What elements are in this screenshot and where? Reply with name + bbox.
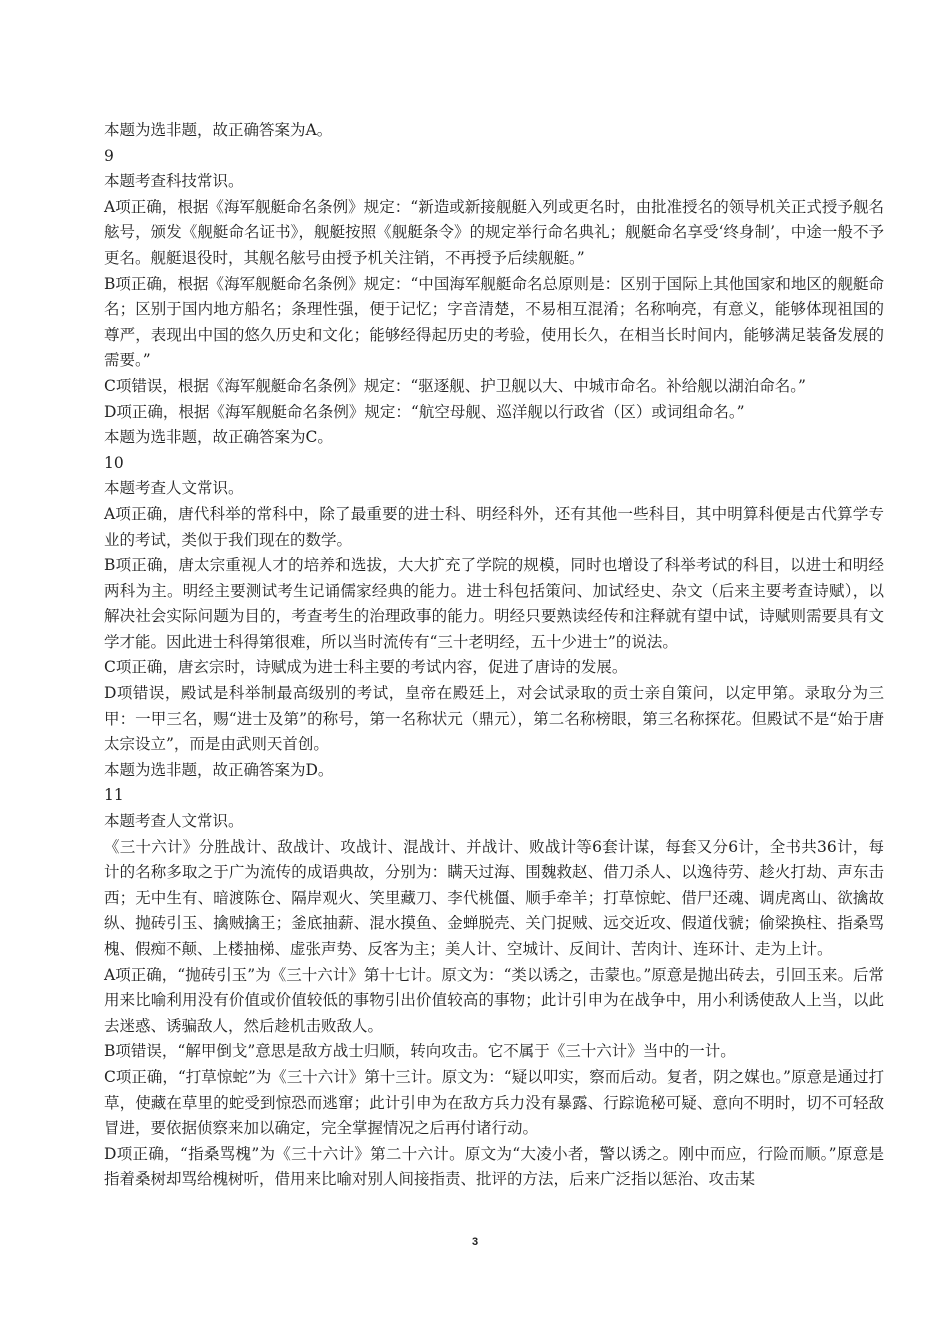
background-paragraph: 《三十六计》分胜战计、敌战计、攻战计、混战计、并战计、败战计等6套计谋，每套又分6计，全书共36计，每计的名称多取之于广为流传的成语典故，分别为：瞒天过海、围魏救赵、借刀杀人、以逸待劳、趁火打劫、声东击西；无中生有、暗渡陈仓、隔岸观火、笑里藏刀、李代桃僵、顺手牵羊；打草惊蛇、借尸还魂、调虎离山、欲擒故纵、抛砖引玉、擒贼擒王；釜底抽薪、混水摸鱼、金蝉脱壳、关门捉贼、远交近攻、假道伐虢；偷梁换柱、指桑骂槐、假痴不颠、上楼抽梯、虚张声势、反客为主；美人计、空城计、反间计、苦肉计、连环计、走为上计。 — [104, 837, 884, 958]
option-explanation: D项正确，“指桑骂槐”为《三十六计》第二十六计。原文为“大凌小者，警以诱之。刚中而应，行险而顺。”原意是指着桑树却骂给槐树听，借用来比喻对别人间接指责、批评的方法，后来广泛指以惩治、攻击某 — [104, 1144, 884, 1189]
option-explanation: C项正确，“打草惊蛇”为《三十六计》第十三计。原文为：“疑以叩实，察而后动。复者，阴之媒也。”原意是通过打草，使藏在草里的蛇受到惊恐而逃窜；此计引申为在敌方兵力没有暴露、行踪诡秘可疑、意向不明时，切不可轻敌冒进，要依据侦察来加以确定，完全掌握情况之后再付诸行动。 — [104, 1067, 884, 1138]
option-explanation: D项正确，根据《海军舰艇命名条例》规定：“航空母舰、巡洋舰以行政省（区）或词组命名。” — [104, 402, 745, 421]
option-explanation: A项正确，唐代科举的常科中，除了最重要的进士科、明经科外，还有其他一些科目，其中明算科便是古代算学专业的考试，类似于我们现在的数学。 — [104, 504, 884, 549]
option-explanation: C项错误，根据《海军舰艇命名条例》规定：“驱逐舰、护卫舰以大、中城市命名。补给舰以湖泊命名。” — [104, 376, 806, 395]
option-explanation: C项正确，唐玄宗时，诗赋成为进士科主要的考试内容，促进了唐诗的发展。 — [104, 658, 628, 677]
topic-line: 本题考查人文常识。 — [104, 479, 244, 498]
option-explanation: D项错误，殿试是科举制最高级别的考试，皇帝在殿廷上，对会试录取的贡士亲自策问，以定甲第。录取分为三甲：一甲三名，赐“进士及第”的称号，第一名称状元（鼎元），第二名称榜眼，第三名称探花。但殿试不是“始于唐太宗设立”，而是由武则天首创。 — [104, 684, 884, 754]
topic-line: 本题考查人文常识。 — [104, 812, 244, 831]
answer-line: 本题为选非题，故正确答案为A。 — [104, 121, 333, 139]
option-explanation: B项错误，“解甲倒戈”意思是敌方战士归顺，转向攻击。它不属于《三十六计》当中的一计。 — [104, 1042, 736, 1061]
question-number: 9 — [104, 146, 114, 165]
question-number: 10 — [104, 453, 124, 472]
page-number: 3 — [471, 1236, 479, 1248]
topic-line: 本题考查科技常识。 — [104, 172, 244, 191]
option-explanation: B项正确，根据《海军舰艇命名条例》规定：“中国海军舰艇命名总原则是：区别于国际上其他国家和地区的舰艇命名；区别于国内地方船名；条理性强，便于记忆；字音清楚，不易相互混淆；名称响亮，有意义，能够体现祖国的尊严，表现出中国的悠久历史和文化；能够经得起历史的考验，使用长久，在相当长时间内，能够满足装备发展的需要。” — [104, 274, 884, 370]
option-explanation: B项正确，唐太宗重视人才的培养和选拔，大大扩充了学院的规模，同时也增设了科举考试的科目，以进士和明经两科为主。明经主要测试考生记诵儒家经典的能力。进士科包括策问、加试经史、杂文（后来主要考查诗赋），以解决社会实际问题为目的，考查考生的治理政事的能力。明经只要熟读经传和注释就有望中试，诗赋则需要具有文学才能。因此进士科得第很难，所以当时流传有“三十老明经，五十少进士”的说法。 — [104, 556, 884, 651]
option-explanation: A项正确，“抛砖引玉”为《三十六计》第十七计。原文为：“类以诱之，击蒙也。”原意是抛出砖去，引回玉来。后常用来比喻利用没有价值或价值较低的事物引出价值较高的事物；此计引申为在战争中，用小利诱使敌人上当，以此去迷惑、诱骗敌人，然后趁机击败敌人。 — [104, 965, 884, 1035]
question-number: 11 — [104, 786, 124, 805]
option-explanation: A项正确，根据《海军舰艇命名条例》规定：“新造或新接舰艇入列或更名时，由批准授名的领导机关正式授予舰名舷号，颁发《舰艇命名证书》，舰艇按照《舰艇条令》的规定举行命名典礼；舰艇命名享受‘终身制’，中途一般不予更名。舰艇退役时，其舰名舷号由授予机关注销，不再授予后续舰艇。” — [104, 197, 884, 267]
answer-line: 本题为选非题，故正确答案为C。 — [104, 428, 333, 447]
document-body — [104, 118, 884, 1193]
answer-line: 本题为选非题，故正确答案为D。 — [104, 760, 334, 779]
